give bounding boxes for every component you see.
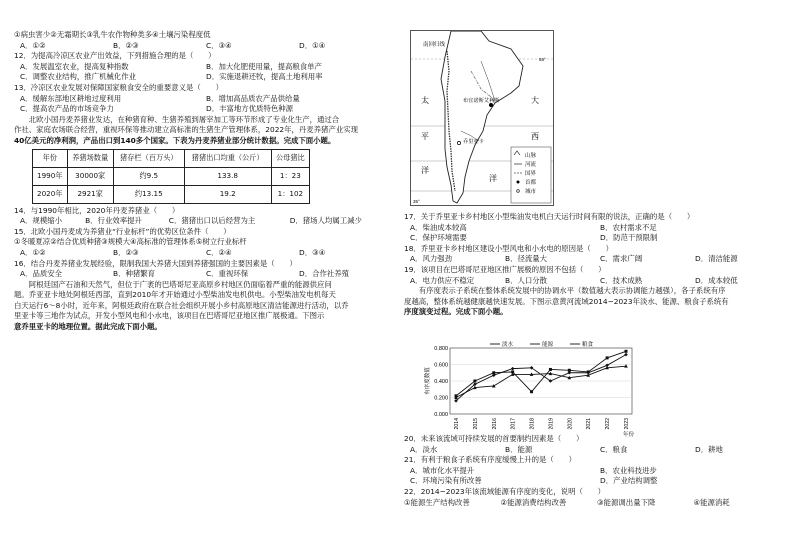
q12-options-row1	[14, 62, 392, 73]
q13-option-d[interactable]: D．丰富地方优质特色种源	[206, 104, 293, 114]
q19-options	[404, 276, 790, 287]
x-axis-label: 年份	[622, 432, 634, 438]
passage3-line2: 度越高，整体系统越健康越快速发展。下图示意黄河流域2014~2023年淡水、能源、粮食子系统有	[404, 296, 729, 306]
q14-option-a[interactable]: A．规模缩小	[20, 216, 63, 226]
passage2-line4: 里亚卡等三地作为试点，开发小型风电和小水电，该项目在巴塔哥尼亚地区推广展极通。下图示	[14, 311, 325, 321]
q16-stem: 16．结合丹麦养猪业发展经验，限制我国大养猪大国到养猪强国的主要因素是（ ）	[14, 258, 297, 268]
atlantic-label-2: 西	[531, 132, 539, 141]
q15-option-b[interactable]: B．②③	[113, 247, 139, 257]
x-tick-label: 2018	[529, 418, 536, 430]
x-tick-label: 2019	[548, 418, 555, 430]
q14-option-b[interactable]: B．行业效率提升	[85, 216, 142, 226]
chart-svg	[420, 340, 640, 440]
table-header: 公母猪比	[271, 149, 309, 167]
q11-option-a[interactable]: A．①②	[20, 40, 46, 50]
q17-option-a[interactable]: A．柴油成本较高	[410, 222, 467, 232]
atlantic-label-3: 洋	[489, 174, 497, 183]
legend-river: 河流	[525, 162, 537, 168]
data-point	[549, 368, 552, 371]
x-tick-label: 2022	[605, 418, 612, 430]
q17-option-d[interactable]: D．防范干预限制	[600, 233, 658, 243]
q13-option-c[interactable]: C．提高农产品的市场竞争力	[20, 104, 114, 114]
passage2-line1: 阿根廷国产石油和天然气，但位于广袤的巴塔哥尼亚高原乡村地区仍面临着严重的能源供应问	[14, 279, 332, 289]
x-tick-label: 2023	[624, 418, 630, 430]
q11-option-b[interactable]: B．②③	[113, 40, 139, 50]
q13-option-a[interactable]: A．缓解东部地区耕地过度利用	[20, 93, 122, 103]
table-cell: 133.8	[184, 167, 271, 185]
legend-label: 淡水	[502, 342, 514, 348]
passage1-line3: 40亿美元的净利润，产品出口到140多个国家。下表为丹麦养猪业部分统计数据。完成下面小题。	[14, 135, 336, 145]
q21-option-d[interactable]: D．产业结构调整	[600, 476, 658, 486]
q21-options-row1	[404, 466, 790, 477]
q19-option-a[interactable]: A．电力供应不稳定	[410, 275, 475, 285]
legend-city: 城市	[525, 189, 537, 195]
q20-stem: 20．未来该流域可持续发展的首要制约因素是（ ）	[404, 433, 584, 443]
pacific-label-2: 平	[421, 132, 429, 141]
passage2-line5: 意乔里亚卡的地理位置。据此完成下面小题。	[14, 322, 162, 332]
q13-stem: 13．冷凉区农业发展对保障国家粮食安全的重要意义是（ ）	[14, 82, 223, 92]
q19-stem: 19．该项目在巴塔哥尼亚地区推广展极的原因不包括（ ）	[404, 264, 606, 274]
q20-options	[404, 445, 790, 456]
q12-stem: 12．为提高冷凉区农业产出效益，下列措施合理的是（ ）	[14, 51, 216, 61]
q18-option-c[interactable]: C．需求广阔	[600, 254, 643, 264]
q15-items: ①冬暖夏凉②结合优质种猪③规模大④高标准的管理体系⑤树立行业标杆	[14, 237, 247, 247]
coord-label: 55°	[539, 57, 546, 62]
legend-border: 国界	[525, 171, 537, 177]
passage2-line2: 题。乔亚亚卡地处阿根廷西部，直到2010年才开始通过小型柴油发电机供电。小型柴油发电机每天	[14, 290, 336, 300]
table-row	[33, 167, 310, 185]
q19-option-d[interactable]: D．成本较低	[695, 275, 738, 285]
q19-option-b[interactable]: B．人口分散	[505, 275, 548, 285]
q17-options-row2	[404, 233, 790, 244]
table-header-row	[33, 149, 310, 167]
data-point	[492, 371, 495, 374]
q22-stem: 22．2014~2023年该流域能源有序度的变化，说明（ ）	[404, 486, 606, 496]
q11-option-c[interactable]: C．③④	[206, 40, 232, 50]
passage3-line1: 有序度表示子系统在整体系统发展中的协调水平（数值越大表示协调能力越强），各子系统有序	[404, 286, 726, 296]
q13-options-row1	[14, 94, 392, 105]
tropic-label: 南回归线	[423, 42, 446, 48]
q11-options	[14, 41, 392, 52]
q14-option-c[interactable]: C．猪猪出口以后经营为主	[168, 216, 256, 226]
q16-option-b[interactable]: B．种猪繁育	[113, 269, 156, 279]
pig-stats-table	[32, 149, 310, 204]
y-tick-label: 0.000	[434, 412, 448, 418]
table-cell: 约9.5	[113, 167, 184, 185]
coord-label: 35°	[413, 199, 420, 204]
y-tick-label: 0.800	[434, 346, 448, 352]
table-cell: 2020年	[33, 185, 68, 203]
table-cell: 约13.15	[113, 185, 184, 203]
q12-option-b[interactable]: B．加大化肥使用量，提高粮食单产	[206, 61, 322, 71]
data-point	[625, 350, 628, 353]
legend-capital: 首都	[525, 180, 537, 186]
q11-option-d[interactable]: D．①④	[299, 40, 326, 50]
q21-option-a[interactable]: A．城市化水平提升	[410, 465, 475, 475]
q21-option-b[interactable]: B．农业科技进步	[600, 465, 657, 475]
q20-option-a[interactable]: A．淡水	[410, 444, 438, 454]
data-point	[587, 370, 590, 373]
data-point	[568, 369, 571, 372]
q15-option-c[interactable]: C．②④	[206, 247, 232, 257]
table-header: 猪猪出口均重（公斤）	[184, 149, 271, 167]
table-cell: 1990年	[33, 167, 68, 185]
table-cell: 2921家	[67, 185, 113, 203]
q18-options	[404, 254, 790, 265]
city-label: 乔里亚卡	[463, 139, 484, 145]
table-row	[33, 185, 310, 203]
q13-option-b[interactable]: B．增加高品质农产品供给量	[206, 93, 300, 103]
x-tick-label: 2016	[491, 418, 498, 430]
table-cell: 1：23	[271, 167, 309, 185]
q21-options-row2	[404, 476, 790, 487]
passage1-line1: 北欧小国丹麦养猪业发达，在种猪育种、生猪养殖到屠宰加工等环节形成了专业化生产，通过合	[14, 114, 340, 124]
q14-option-d[interactable]: D．猪场人均属工减少	[289, 216, 362, 226]
q16-option-d[interactable]: D．合作社养殖	[299, 269, 350, 279]
series-line-2	[456, 366, 626, 397]
q18-stem: 18．乔里亚卡乡村地区建设小型风电和小水电的原因是（ ）	[404, 243, 613, 253]
q12-option-c[interactable]: C．调整农业结构，推广机械化作业	[20, 72, 137, 82]
legend-label: 能源	[542, 342, 554, 348]
q20-option-b[interactable]: B．能源	[505, 444, 533, 454]
q11-items: ①病虫害少②无霜期长③乳牛农作物种类多④土壤污染程度低	[14, 30, 211, 39]
capital-label: 布宜诺斯艾利斯	[463, 98, 500, 104]
q21-option-c[interactable]: C．环境污染有所改善	[410, 476, 482, 486]
y-tick-label: 0.200	[434, 395, 448, 402]
q18-option-a[interactable]: A．风力强劲	[410, 254, 453, 264]
legend-label: 粮食	[582, 342, 594, 348]
q16-option-a[interactable]: A．品质安全	[20, 269, 63, 279]
data-point	[473, 380, 476, 383]
q22-option-1[interactable]: ①能源生产结构改善	[404, 497, 470, 507]
q20-option-c[interactable]: C．粮食	[600, 444, 628, 454]
q15-stem: 15．北欧小国丹麦成为养猪业“行业标杆”的优势区位条件（ ）	[14, 226, 231, 236]
table-cell: 1：102	[271, 185, 309, 203]
table-header: 猪存栏（百万头）	[113, 149, 184, 167]
data-point	[606, 356, 609, 359]
q21-stem: 21．有利于粮食子系统有序度缓慢上升的是（ ）	[404, 455, 577, 465]
q15-option-a[interactable]: A．①②	[20, 247, 46, 257]
y-axis-label: 有序度数值	[425, 367, 431, 395]
q22-option-4[interactable]: ④能源消耗	[693, 497, 730, 507]
data-point	[530, 390, 533, 393]
q12-option-d[interactable]: D．实施退耕还牧，提高土地利用率	[206, 72, 323, 82]
q18-option-b[interactable]: B．径流量大	[505, 254, 548, 264]
q20-option-d[interactable]: D．耕地	[695, 444, 723, 454]
order-degree-chart	[420, 340, 640, 440]
q16-options	[14, 269, 392, 280]
q16-option-c[interactable]: C．重视环保	[206, 269, 249, 279]
q14-stem: 14．与1990年相比，2020年丹麦养猪业（ ）	[14, 205, 180, 215]
q14-options	[14, 216, 392, 227]
pacific-label-1: 太	[421, 96, 429, 105]
table-cell: 19.2	[184, 185, 271, 203]
y-tick-label: 0.600	[434, 362, 448, 369]
passage3-line3: 序度演变过程。完成下面小题。	[404, 307, 508, 317]
x-tick-label: 2021	[586, 418, 593, 430]
q18-option-d[interactable]: D．清洁能源	[695, 254, 738, 264]
y-tick-label: 0.400	[434, 379, 448, 385]
x-tick-label: 2020	[567, 418, 574, 430]
x-tick-label: 2015	[472, 418, 479, 430]
table-header: 养猪场数量	[67, 149, 113, 167]
passage1-line2: 作社、家庭农场联合经营，重视环保等推动建立高标准的生猪生产管理体系，2022年，丹麦养猪产业实现	[14, 125, 359, 135]
q22-option-2[interactable]: ②能源消费结构改善	[500, 497, 567, 507]
q13-options-row2	[14, 104, 392, 115]
q12-option-a[interactable]: A．发展温室农业，提高复种指数	[20, 61, 129, 71]
q17-stem: 17．关于乔里亚卡乡村地区小型柴油发电机白天运行时间有限的说法，正确的是（ ）	[404, 212, 695, 221]
table-cell: 30000家	[67, 167, 113, 185]
data-point	[624, 353, 628, 357]
q15-option-d[interactable]: D．③④	[299, 247, 326, 257]
q17-option-b[interactable]: B．农村需求不足	[600, 222, 657, 232]
q17-options-row1	[404, 223, 790, 234]
left-column	[14, 0, 392, 333]
x-tick-label: 2017	[510, 418, 517, 430]
q12-options-row2	[14, 72, 392, 83]
q22-option-3[interactable]: ③能源调出量下降	[597, 497, 656, 507]
q15-options	[14, 248, 392, 259]
legend-mountain: 山脉	[525, 153, 537, 159]
q19-option-c[interactable]: C．技术成熟	[600, 275, 643, 285]
x-tick-label: 2014	[454, 418, 460, 430]
q17-option-c[interactable]: C．保护环境需要	[410, 233, 467, 243]
atlantic-label-1: 大	[531, 96, 539, 105]
passage2-line3: 白天运行6～8小时，近年来，阿根廷政府在联合社会组织开展小乡村高原地区清洁能源进行活动，以乔	[14, 300, 349, 310]
table-header: 年份	[33, 149, 68, 167]
q22-options	[404, 498, 790, 509]
pacific-label-3: 洋	[421, 166, 429, 175]
data-point	[511, 367, 515, 371]
